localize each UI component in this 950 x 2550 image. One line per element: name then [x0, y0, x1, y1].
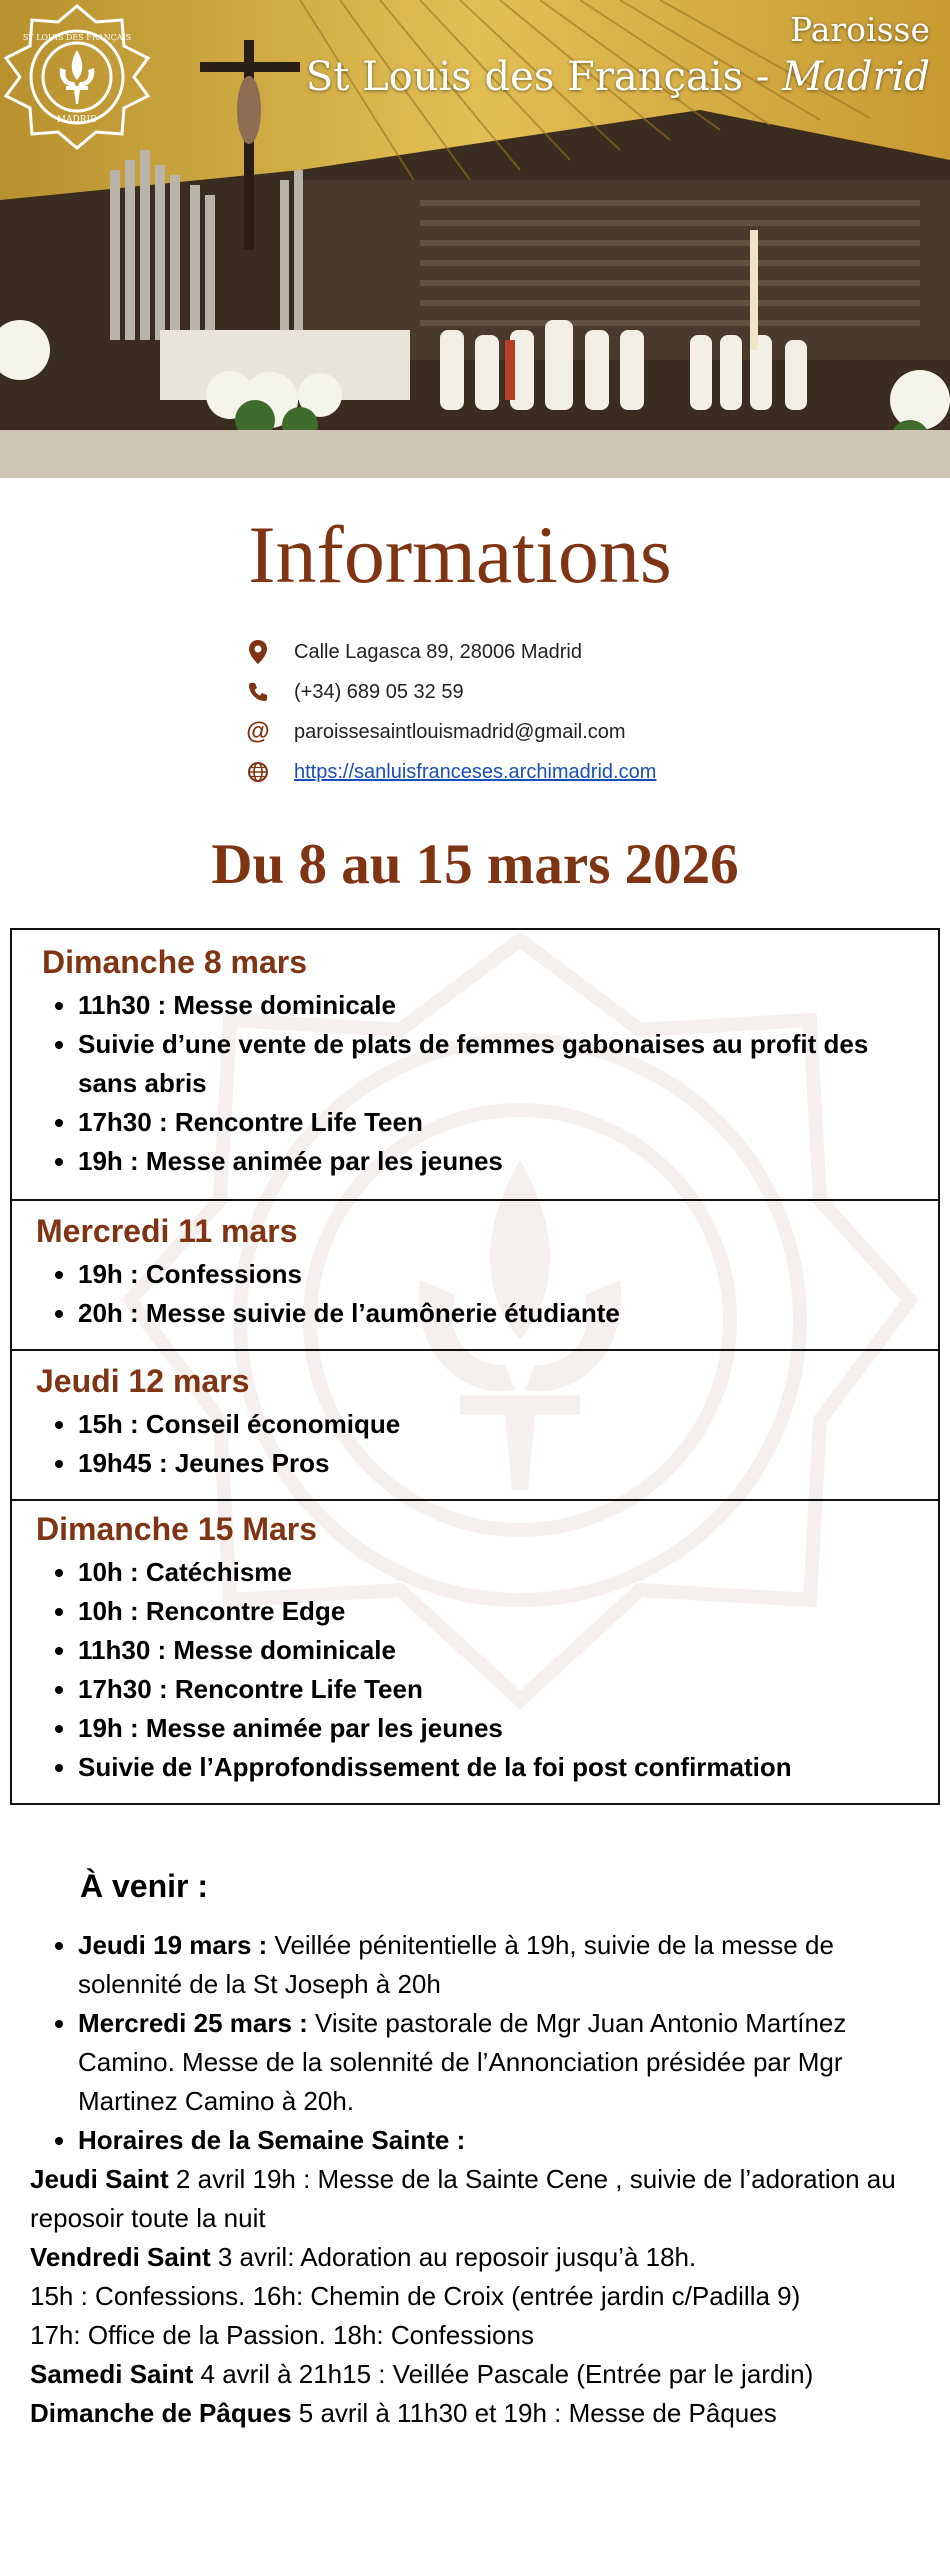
event-item: • Suivie de l’Approfondissement de la foi post confirmation	[78, 1748, 898, 1787]
info-heading: Informations	[248, 509, 672, 600]
holy-week-day: Jeudi Saint	[30, 2164, 169, 2194]
holy-week-day: Vendredi Saint	[30, 2242, 211, 2272]
day-block	[12, 1499, 938, 1803]
holy-week-text: 5 avril à 11h30 et 19h : Messe de Pâques	[291, 2398, 777, 2428]
event-list	[36, 1405, 938, 1483]
event-item: • Suivie d’une vente de plats de femmes gabonaises au profit des sans abris	[78, 1025, 898, 1103]
upcoming-list	[30, 1926, 920, 2160]
event-item: • 10h : Rencontre Edge	[78, 1592, 898, 1631]
event-list	[36, 1255, 938, 1333]
upcoming-item-text: Visite pastorale de Mgr Juan Antonio Martínez Camino. Messe de la solennité de l’Annonciation présidée par Mgr Martinez Camino à 20h.	[78, 2008, 847, 2116]
parish-title-line1: Paroisse	[790, 10, 930, 49]
day-block	[12, 1199, 938, 1349]
holy-week-day: Dimanche de Pâques	[30, 2398, 292, 2428]
weekly-schedule	[10, 928, 940, 1805]
day-title: Dimanche 15 Mars	[36, 1511, 318, 1547]
holy-week-text: 2 avril 19h : Messe de la Sainte Cene , suivie de l’adoration au reposoir toute la nuit	[30, 2164, 896, 2233]
contact-address-text: Calle Lagasca 89, 28006 Madrid	[294, 640, 582, 663]
day-title: Mercredi 11 mars	[36, 1213, 298, 1249]
holy-week-line	[30, 2355, 920, 2394]
event-item: • 19h45 : Jeunes Pros	[78, 1444, 898, 1483]
parish-crest-logo	[0, 0, 154, 154]
holy-week-line	[30, 2160, 920, 2238]
website-link[interactable]: https://sanluisfranceses.archimadrid.com	[294, 760, 657, 783]
day-block	[12, 930, 938, 1199]
contact-list	[240, 632, 656, 792]
upcoming-item	[78, 2004, 920, 2121]
event-item: • 17h30 : Rencontre Life Teen	[78, 1670, 898, 1709]
contact-email-text[interactable]: paroissesaintlouismadrid@gmail.com	[294, 720, 626, 743]
holy-week-line	[30, 2277, 920, 2316]
day-title: Dimanche 8 mars	[42, 944, 308, 980]
event-item: • 20h : Messe suivie de l’aumônerie étudiante	[78, 1294, 898, 1333]
holy-week-line	[30, 2394, 920, 2433]
parish-title-line2	[306, 52, 930, 102]
upcoming-item	[78, 1926, 920, 2004]
at-icon: @	[246, 718, 270, 745]
schedule-heading: Du 8 au 15 mars 2026	[211, 833, 739, 896]
holy-week-day: Samedi Saint	[30, 2359, 194, 2389]
parish-title-name: St Louis des Français -	[305, 54, 783, 100]
upcoming-item-date: Horaires de la Semaine Sainte :	[78, 2125, 466, 2155]
event-item: • 11h30 : Messe dominicale	[78, 986, 898, 1025]
contact-email[interactable]	[240, 712, 656, 752]
hero-photo	[0, 0, 950, 478]
holy-week-schedule	[30, 2160, 920, 2433]
svg-text:MADRID: MADRID	[56, 115, 98, 125]
holy-week-line	[30, 2238, 920, 2277]
upcoming-item-date: Jeudi 19 mars :	[78, 1930, 268, 1960]
holy-week-text: 3 avril: Adoration au reposoir jusqu’à 18h.	[210, 2242, 697, 2272]
day-block	[12, 1349, 938, 1499]
event-item: • 19h : Confessions	[78, 1255, 898, 1294]
upcoming-item	[78, 2121, 920, 2160]
location-pin-icon	[240, 639, 276, 665]
holy-week-text: 17h: Office de la Passion. 18h: Confessions	[30, 2320, 534, 2350]
event-item: • 15h : Conseil économique	[78, 1405, 898, 1444]
contact-website[interactable]	[240, 752, 656, 792]
parish-title	[306, 8, 930, 102]
contact-phone-text: (+34) 689 05 32 59	[294, 680, 464, 703]
upcoming-heading: À venir :	[80, 1868, 209, 1904]
event-item: • 19h : Messe animée par les jeunes	[78, 1709, 898, 1748]
event-item: • 10h : Catéchisme	[78, 1553, 898, 1592]
parish-title-city: Madrid	[782, 54, 930, 100]
event-list	[36, 1553, 938, 1787]
contact-address	[240, 632, 656, 672]
holy-week-line	[30, 2316, 920, 2355]
phone-icon	[240, 679, 276, 705]
globe-icon	[240, 759, 276, 785]
upcoming-item-text: Veillée pénitentielle à 19h, suivie de la messe de solennité de la St Joseph à 20h	[78, 1930, 834, 1999]
upcoming-item-date: Mercredi 25 mars :	[78, 2008, 308, 2038]
upcoming-section	[30, 1926, 920, 2433]
event-item: • 19h : Messe animée par les jeunes	[78, 1142, 898, 1181]
holy-week-text: 15h : Confessions. 16h: Chemin de Croix (entrée jardin c/Padilla 9)	[30, 2281, 801, 2311]
event-list	[42, 986, 938, 1181]
day-title: Jeudi 12 mars	[36, 1363, 250, 1399]
holy-week-text: 4 avril à 21h15 : Veillée Pascale (Entrée par le jardin)	[193, 2359, 814, 2389]
event-item: • 11h30 : Messe dominicale	[78, 1631, 898, 1670]
event-item: • 17h30 : Rencontre Life Teen	[78, 1103, 898, 1142]
contact-phone	[240, 672, 656, 712]
svg-text:ST LOUIS DES FRANÇAIS: ST LOUIS DES FRANÇAIS	[22, 33, 132, 42]
